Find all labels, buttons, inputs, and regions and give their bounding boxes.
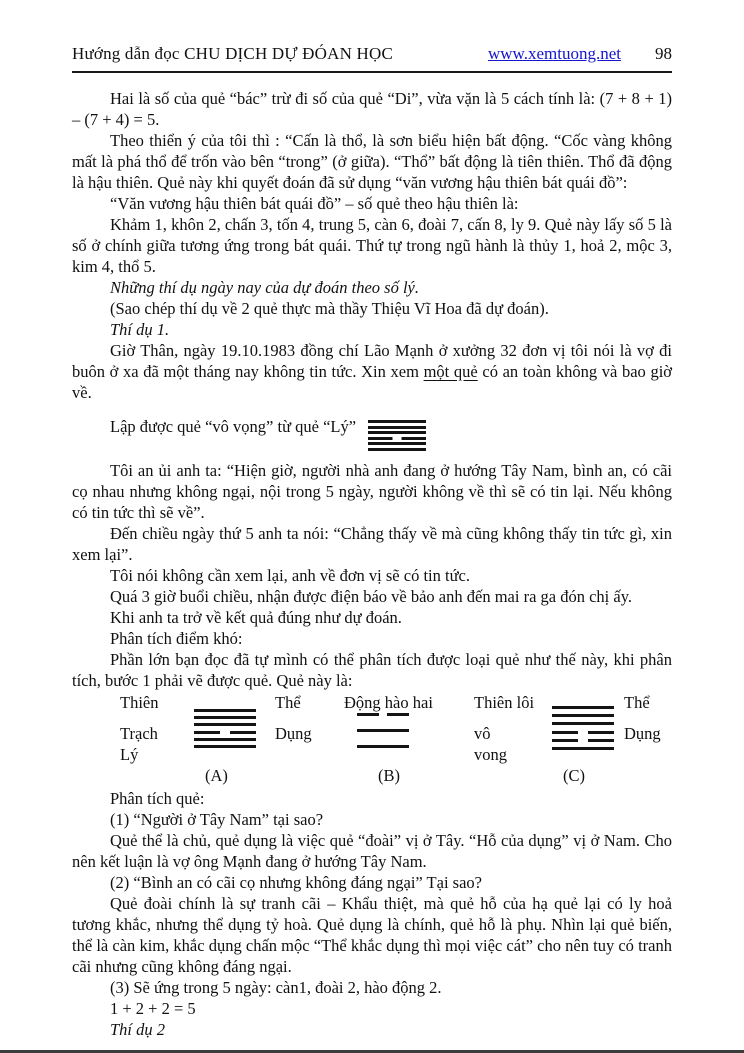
paragraph: Quẻ thể là chủ, quẻ dụng là việc quẻ “đoài” vị ở Tây. “Hỗ của dụng” vị ở Nam. Cho nên kết luận là vợ ông Mạnh đang ở hướng Tây Nam. [72, 831, 672, 871]
label-thien-loi: Thiên lôi [474, 693, 535, 712]
paragraph-text: Giờ Thân, ngày 19.10.1983 đồng chí Lão Mạnh ở xưởng 32 đơn vị tôi nói là vợ đi buôn ở xa đã một tháng nay không tin tức. Xin xem [72, 341, 672, 381]
hexagram-diagram [72, 692, 672, 788]
paragraph: Khảm 1, khôn 2, chấn 3, tốn 4, trung 5, càn 6, đoài 7, cấn 8, ly 9. Quẻ này lấy số 5 là số ở chính giữa tương ứng trong bát quái. Thứ tự trong ngũ hành là thủy 1, hoả 2, mộc 3, kim 4, thổ 5. [72, 215, 672, 276]
caption-a: (A) [205, 766, 228, 785]
paragraph: Khi anh ta trở về kết quả đúng như dự đoán. [110, 608, 402, 627]
paragraph: Phần lớn bạn đọc đã tự mình có thể phân tích được loại quẻ như thế này, khi phân tích, bước 1 phải vẽ được quẻ. Quẻ này là: [72, 650, 672, 690]
trigram-doai-figure [357, 713, 409, 748]
paragraph: (2) “Bình an có cãi cọ nhưng không đáng ngại” Tại sao? [110, 873, 482, 892]
page-header [72, 44, 672, 64]
example-1-heading: Thí dụ 1. [110, 320, 170, 339]
paragraph: Phân tích quẻ: [110, 789, 205, 808]
underlined-phrase: một quẻ [423, 362, 478, 381]
paragraph-text: có an toàn không và bao giờ về. [72, 362, 672, 402]
paragraph-with-hexagram [72, 416, 672, 460]
paragraph: (3) Sẽ ứng trong 5 ngày: càn1, đoài 2, hào động 2. [110, 978, 442, 997]
label-vo: vô [474, 724, 491, 743]
hexagram-vo-vong-figure [552, 706, 614, 750]
page-number: 98 [655, 44, 672, 63]
paragraph: Quẻ đoài chính là sự tranh cãi – Khẩu thiệt, mà quẻ hỗ của hạ quẻ lại có ly hoả tương khắc, nhưng thể dụng tỷ hoà. Quẻ dụng là chính, quẻ hỗ là phụ. Nhìn lại quẻ biến, thể là càn kim, khắc dụng chấn mộc “Thể khắc dụng thì mọi việc cát” cho nên tuy có tranh cãi nhưng cũng không đáng ngại. [72, 894, 672, 976]
paragraph: Quá 3 giờ buổi chiều, nhận được điện báo về bảo anh đến mai ra ga đón chị ấy. [110, 587, 632, 606]
paragraph: (1) “Người ở Tây Nam” tại sao? [110, 810, 324, 829]
paragraph: Tôi nói không cần xem lại, anh về đơn vị sẽ có tin tức. [110, 566, 470, 585]
label-the-2: Thể [624, 693, 650, 712]
body-text [72, 88, 672, 1040]
label-trach: Trạch [120, 724, 158, 743]
label-the-1: Thể [275, 693, 301, 712]
header-right [488, 44, 672, 64]
paragraph-text: Lập được quẻ “vô vọng” từ quẻ “Lý” [110, 417, 357, 436]
hexagram-ly-icon [368, 420, 426, 451]
hexagram-ly-figure [194, 709, 256, 748]
website-link[interactable]: www.xemtuong.net [488, 44, 621, 63]
header-divider [72, 71, 672, 73]
paragraph: Theo thiển ý của tôi thì : “Cấn là thổ, là sơn biểu hiện bất động. “Cốc vàng không mất là phá thổ để trốn vào bên “trong” (ở giữa). “Thổ” bất động là tiên thiên. Thổ đã động là hậu thiên. Quẻ này khi quyết đoán đã sử dụng “văn vương hậu thiên bát quái đồ”: [72, 131, 672, 192]
paragraph: (Sao chép thí dụ về 2 quẻ thực mà thầy Thiệu Vĩ Hoa đã dự đoán). [110, 299, 549, 318]
paragraph-italic: Những thí dụ ngày nay của dự đoán theo số lý. [110, 278, 420, 297]
book-title: Hướng dẫn đọc CHU DỊCH DỰ ĐÓAN HỌC [72, 44, 394, 63]
label-thien: Thiên [120, 693, 159, 712]
caption-b: (B) [378, 766, 400, 785]
paragraph: Phân tích điểm khó: [110, 629, 243, 648]
paragraph: “Văn vương hậu thiên bát quái đồ” – số quẻ theo hậu thiên là: [110, 194, 519, 213]
example-2-heading: Thí dụ 2 [110, 1020, 166, 1039]
page-content [72, 0, 672, 1040]
label-vong: vong [474, 745, 507, 764]
paragraph [72, 340, 672, 403]
label-ly: Lý [120, 745, 139, 764]
paragraph: Tôi an ủi anh ta: “Hiện giờ, người nhà anh đang ở hướng Tây Nam, bình an, có cãi cọ nhau nhưng không ngại, nội trong 5 ngày, người không về thì sẽ có tin lại. Nếu không có tin tức thì sẽ về”. [72, 461, 672, 522]
caption-c: (C) [563, 766, 585, 785]
equation: 1 + 2 + 2 = 5 [110, 999, 196, 1018]
paragraph: Đến chiều ngày thứ 5 anh ta nói: “Chẳng thấy về mà cũng không thấy tin tức gì, xin xem lại”. [72, 524, 672, 564]
label-dong-hao-hai: Động hào hai [344, 693, 433, 712]
paragraph: Hai là số của quẻ “bác” trừ đi số của quẻ “Di”, vừa vặn là 5 cách tính là: (7 + 8 + 1) – (7 + 4) = 5. [72, 89, 672, 129]
label-dung-1: Dụng [275, 724, 312, 743]
label-dung-2: Dụng [624, 724, 661, 743]
